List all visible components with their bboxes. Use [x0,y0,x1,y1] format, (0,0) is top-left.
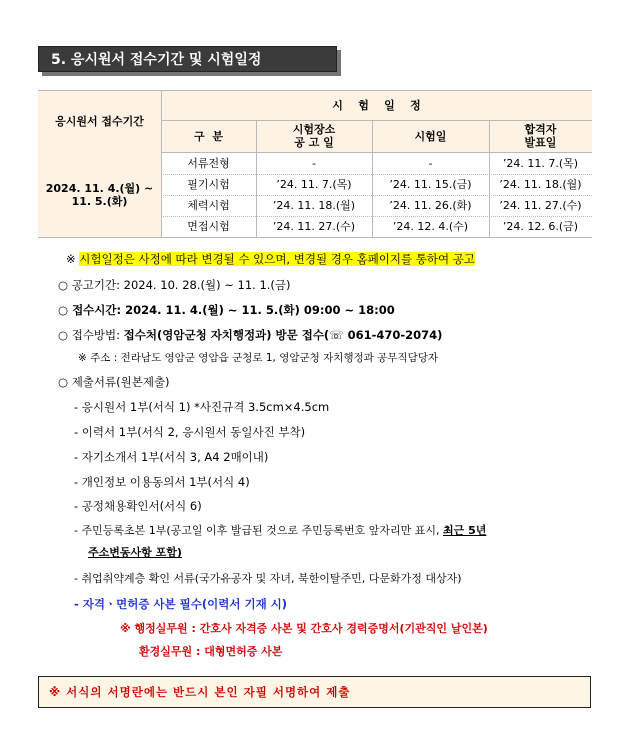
exam-schedule-header: 시 험 일 정 [332,98,421,112]
bullet-icon: ○ [58,303,69,317]
period-header: 응시원서 접수기간 [55,114,144,128]
period-line2: 11. 5.(화) [71,195,128,208]
docs-item [58,374,170,390]
doc-item: - 개인정보 이용동의서 1부(서식 4) [74,475,250,489]
col-place-header [256,120,372,152]
license-note: ※ 행정실무원 : 간호사 자격증 사본 및 간호사 경력증명서(기관직인 날인본) [120,622,488,635]
notice-text: 시험일정은 사정에 따라 변경될 수 있으며, 변경될 경우 홈페이지를 통하여 공고 [79,252,475,266]
doc-item: - 이력서 1부(서식 2, 응시원서 동일사진 부착) [74,425,306,439]
col-date-header: 시험일 [414,129,447,143]
row-result: ’24. 11. 7.(목) [502,157,579,170]
row-date: ’24. 12. 4.(수) [392,220,469,233]
row-place: ’24. 11. 18.(월) [272,199,356,212]
doc-item: - 취업취약계층 확인 서류(국가유공자 및 자녀, 북한이탈주민, 다문화가정 대상자) [74,572,462,585]
row-place: - [312,157,316,170]
doc-item [74,523,486,539]
notice-mark: ※ [66,252,76,266]
row-type: 체력시험 [187,199,230,212]
row-result: ’24. 12. 6.(금) [502,220,579,233]
col-result-line1: 합격자 [524,123,557,136]
doc-item-underlined: 주소변동사항 포함) [88,546,182,559]
address-note: ※ 주소 : 전라남도 영암군 영암읍 군청로 1, 영암군청 자치행정과 공무직담당자 [78,352,439,364]
col-result-line2: 발표일 [524,136,557,149]
doc-item: - 응시원서 1부(서식 1) *사진규격 3.5cm×4.5cm [74,400,330,414]
reception-time-item [58,302,395,318]
bullet-icon: ○ [58,328,69,342]
col-place-line1: 시험장소 [292,123,336,136]
method-prefix: 접수방법: [71,328,124,342]
announce-item [58,277,291,293]
col-type-header: 구 분 [194,129,223,143]
schedule-table [38,90,592,238]
row-result: ’24. 11. 27.(수) [499,199,582,212]
reception-time-text: 접수시간: 2024. 11. 4.(월) ~ 11. 5.(화) 09:00 ~ 18:00 [72,303,395,317]
method-item [58,327,442,343]
row-place: ’24. 11. 7.(목) [276,178,352,191]
doc-item-text: - 주민등록초본 1부(공고일 이후 발급된 것으로 주민등록번호 앞자리만 표시, [74,524,444,537]
doc-item: - 자기소개서 1부(서식 3, A4 2매이내) [74,450,269,464]
signature-notice: ※ 서식의 서명란에는 반드시 본인 자필 서명하여 제출 [38,676,591,708]
period-line1: 2024. 11. 4.(월) ~ [45,182,154,195]
doc-item: - 공정채용확인서(서식 6) [74,499,202,513]
row-result: ’24. 11. 18.(월) [499,178,582,191]
col-place-line2: 공 고 일 [294,136,334,149]
row-date: ’24. 11. 15.(금) [389,178,472,191]
license-note: 환경실무원 : 대형면허증 사본 [139,645,283,658]
section-header [38,46,341,76]
row-place: ’24. 11. 27.(수) [272,220,356,233]
row-type: 면접시험 [187,220,230,233]
bullet-icon: ○ [58,375,69,389]
row-date: ’24. 11. 26.(화) [389,199,472,212]
doc-item-underlined: 최근 5년 [443,524,487,537]
method-bold: 접수처(영암군청 자치행정과) 방문 접수(☏ 061-470-2074) [123,328,443,342]
section-title: 5. 응시원서 접수기간 및 시험일정 [38,46,337,72]
row-date: - [428,157,433,170]
row-type: 서류전형 [187,157,230,170]
announce-text: 공고기간: 2024. 10. 28.(월) ~ 11. 1.(금) [71,278,291,292]
row-type: 필기시험 [187,178,230,191]
period-cell [38,152,161,238]
col-result-header [489,120,592,152]
license-item: - 자격ㆍ면허증 사본 필수(이력서 기재 시) [74,597,288,611]
docs-title: 제출서류(원본제출) [71,375,170,389]
schedule-notice [66,251,475,267]
bullet-icon: ○ [58,278,69,292]
doc-item-continued [88,545,182,561]
